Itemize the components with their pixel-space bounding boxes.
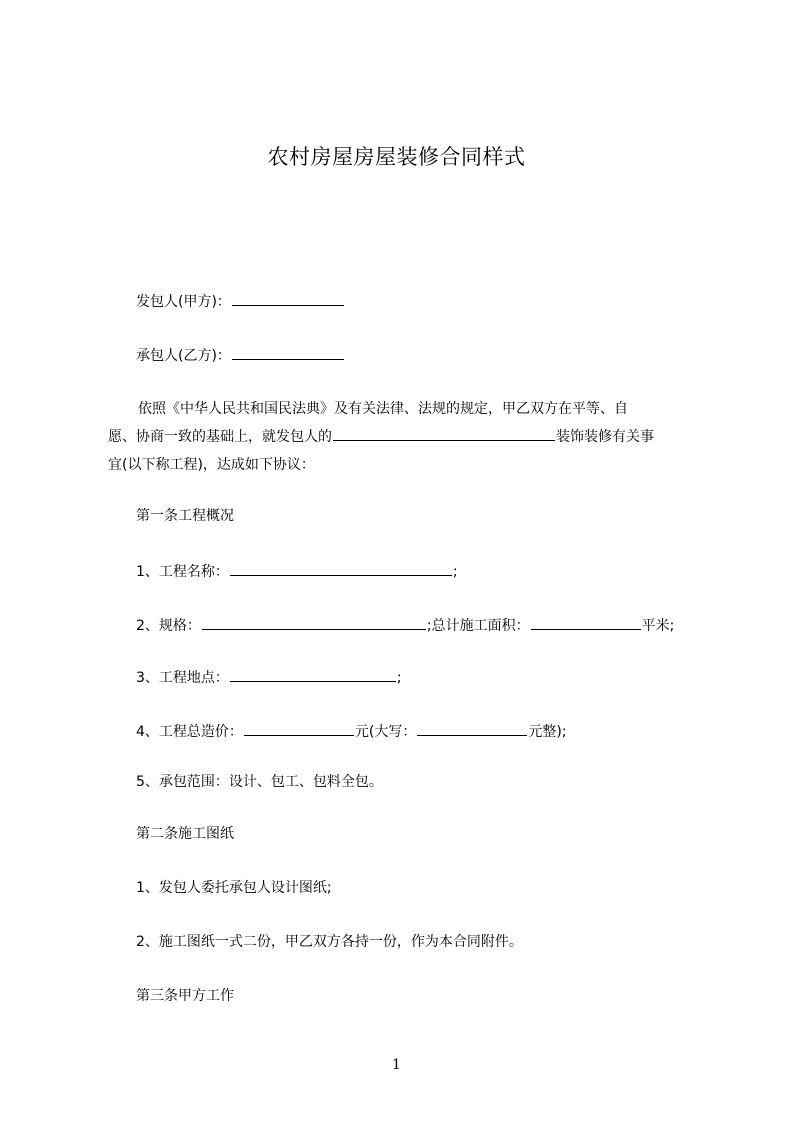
party-b-label: 承包人(乙方)： — [136, 348, 231, 364]
spec-label: 2、规格： — [136, 618, 201, 634]
article-1-item-3 — [136, 665, 402, 689]
preamble-line-2-end: 装饰装修有关事 — [556, 429, 654, 445]
project-name-blank[interactable] — [333, 424, 555, 441]
preamble-paragraph — [108, 395, 708, 479]
party-a-line — [136, 289, 345, 313]
article-2-item-1: 1、发包人委托承包人设计图纸; — [136, 880, 332, 896]
price-words-blank[interactable] — [417, 719, 527, 736]
party-a-blank[interactable] — [232, 289, 344, 306]
area-unit: 平米; — [641, 618, 675, 634]
location-blank[interactable] — [230, 665, 396, 682]
article-1-heading: 第一条工程概况 — [136, 508, 234, 524]
article-2-heading: 第二条施工图纸 — [136, 826, 234, 842]
article-2-item-2: 2、施工图纸一式二份，甲乙双方各持一份，作为本合同附件。 — [136, 934, 523, 950]
preamble-line-1: 依照《中华人民共和国民法典》及有关法律、法规的规定，甲乙双方在平等、自 — [138, 401, 628, 417]
project-title-suffix: ; — [452, 564, 458, 580]
article-1-item-1 — [136, 559, 458, 583]
article-1-item-2 — [136, 613, 674, 637]
project-title-label: 1、工程名称： — [136, 564, 229, 580]
document-title: 农村房屋房屋装修合同样式 — [267, 145, 526, 169]
page-number: 1 — [392, 1057, 401, 1073]
preamble-line-2-start: 愿、协商一致的基础上，就发包人的 — [108, 429, 332, 445]
price-label: 4、工程总造价： — [136, 724, 243, 740]
project-title-blank[interactable] — [230, 559, 452, 576]
article-1-item-5: 5、承包范围：设计、包工、包料全包。 — [136, 774, 383, 790]
party-b-line — [136, 343, 345, 367]
preamble-line-3: 宜(以下称工程)，达成如下协议： — [108, 457, 315, 473]
location-label: 3、工程地点： — [136, 670, 229, 686]
preamble-line-2 — [108, 423, 708, 451]
price-words-label: 元(大写： — [354, 724, 417, 740]
party-a-label: 发包人(甲方)： — [136, 294, 231, 310]
party-b-blank[interactable] — [232, 343, 344, 360]
spec-blank[interactable] — [202, 613, 426, 630]
article-3-heading: 第三条甲方工作 — [136, 988, 234, 1004]
article-1-item-4 — [136, 719, 567, 743]
area-label: ;总计施工面积： — [426, 618, 530, 634]
price-suffix: 元整); — [528, 724, 567, 740]
price-blank[interactable] — [244, 719, 354, 736]
area-blank[interactable] — [531, 613, 641, 630]
location-suffix: ; — [396, 670, 402, 686]
